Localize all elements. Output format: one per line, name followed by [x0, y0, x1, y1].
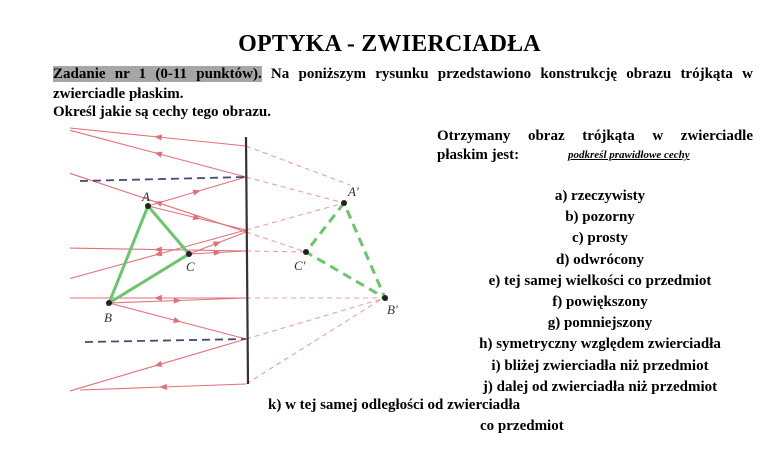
reflected-ray — [70, 230, 246, 278]
label-c-image: C′ — [294, 258, 306, 273]
page-title: OPTYKA - ZWIERCIADŁA — [238, 31, 541, 57]
normal-line-top — [80, 177, 246, 181]
virtual-ray — [246, 251, 306, 252]
label-b: B — [104, 310, 112, 325]
incident-ray — [109, 298, 246, 303]
option-i[interactable]: i) bliżej zwierciadła niż przedmiot — [491, 357, 709, 374]
answer-intro-line2: płaskim jest: — [437, 147, 520, 163]
answer-intro-line1: Otrzymany obraz trójkąta w zwierciadle — [437, 128, 753, 144]
answer-hint: podkreśl prawidłowe cechy — [568, 149, 690, 161]
option-f[interactable]: f) powiększony — [552, 293, 648, 310]
incident-ray — [109, 303, 246, 339]
option-d[interactable]: d) odwrócony — [556, 251, 644, 268]
label-c: C — [186, 259, 195, 274]
option-a[interactable]: a) rzeczywisty — [554, 188, 646, 204]
task-question: Określ jakie są cechy tego obrazu. — [53, 104, 272, 120]
option-e[interactable]: e) tej samej wielkości co przedmiot — [488, 272, 712, 289]
point-b-image — [382, 295, 388, 301]
option-j[interactable]: j) dalej od zwierciadła niż przedmiot — [482, 378, 718, 395]
point-a-image — [341, 200, 347, 206]
reflected-ray — [70, 248, 246, 251]
object-triangle — [109, 206, 189, 303]
option-c[interactable]: c) prosty — [572, 230, 628, 247]
option-g[interactable]: g) pomniejszony — [547, 315, 653, 332]
mirror-line — [246, 137, 248, 384]
virtual-ray — [246, 203, 344, 230]
option-k-line1[interactable]: k) w tej samej odległości od zwierciadła — [268, 397, 521, 413]
option-k-line2[interactable]: co przedmiot — [480, 418, 564, 434]
point-b — [106, 300, 112, 306]
incident-ray — [148, 177, 246, 206]
virtual-ray — [246, 298, 385, 339]
reflected-ray — [80, 384, 246, 390]
reflected-ray — [70, 339, 246, 391]
option-b[interactable]: b) pozorny — [565, 209, 635, 226]
point-c-image — [303, 249, 309, 255]
incident-ray — [189, 251, 246, 254]
label-b-image: B′ — [387, 302, 398, 317]
reflected-ray — [70, 173, 246, 232]
point-c — [186, 251, 192, 257]
virtual-ray — [246, 146, 350, 185]
option-h[interactable]: h) symetryczny względem zwierciadła — [479, 336, 721, 353]
incident-ray — [148, 206, 246, 230]
task-text: Na poniższym rysunku przedstawiono konstrukcję obrazu trójkąta w zwierciadle płaskim. — [53, 66, 753, 102]
virtual-ray — [246, 300, 380, 384]
virtual-ray — [246, 232, 306, 252]
label-a: A — [142, 189, 150, 204]
image-triangle — [306, 203, 385, 298]
normal-line-bottom — [85, 339, 246, 342]
virtual-ray — [246, 177, 344, 203]
label-a-image: A′ — [348, 184, 359, 199]
task-label: Zadanie nr 1 (0-11 punktów). — [53, 66, 262, 82]
